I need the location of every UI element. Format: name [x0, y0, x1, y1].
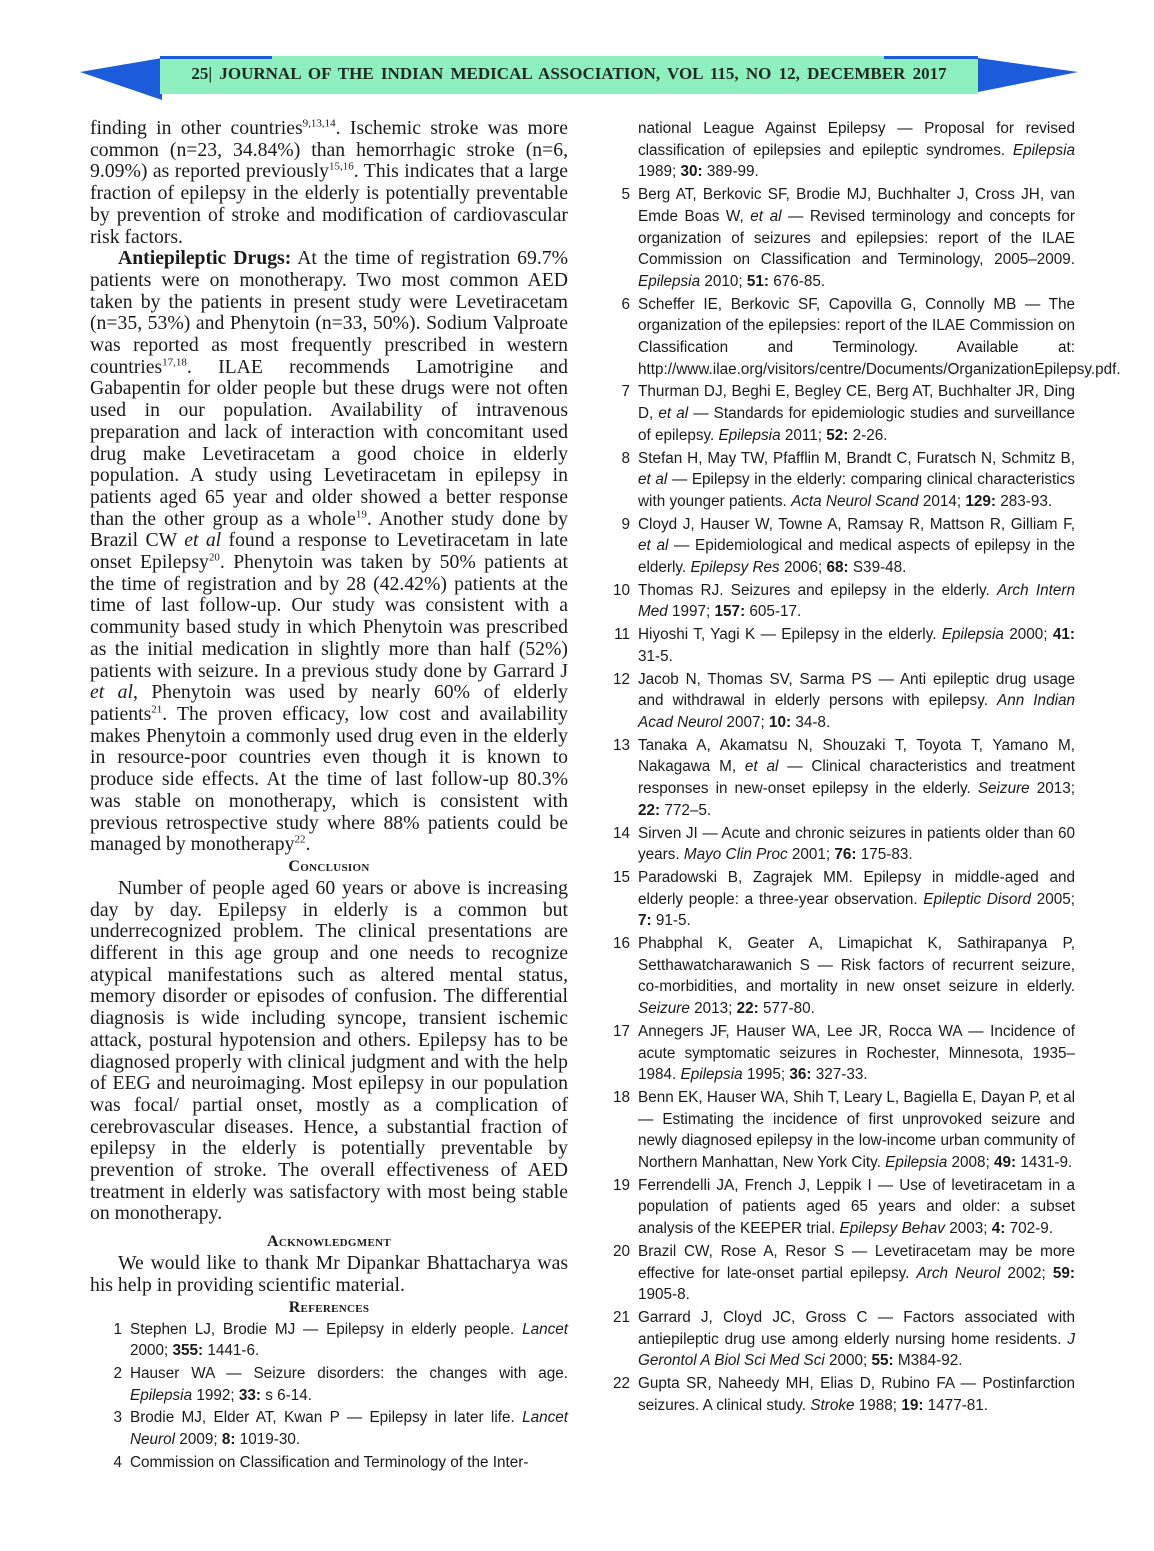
reference-text: Stefan H, May TW, Pfafflin M, Brandt C, Furatsch N, Schmitz B, et al — Epilepsy in the elderly: comparing clinical characteristics with younger patients. Acta Neurol Scand 2014; 129: 283-93. — [638, 449, 1075, 510]
acknowledgment-heading: Acknowledgment — [267, 1233, 391, 1251]
body-paragraph: Antiepileptic Drugs: At the time of registration 69.7% patients were on monotherapy. Two most common AED taken by the patients in present study were Levetiracetam (n=35, 53%) and Phenytoin (n=33, 50%). Sodium Valproate was reported as most frequently prescribed in western countries$^{17,18}$. ILAE recommends Lamotrigine and Gabapentin for older people but these drugs were not often used in our population. Availability of intravenous preparation and lack of interaction with concomitant used drug make Levetiracetam a good choice in elderly population. A study using Levetiracetam in epilepsy in patients aged 65 year and older showed a better response than the other group as a whole$^{19}$. Another study done by Brazil CW et al found a response to Levetiracetam in late onset Epilepsy$^{20}$. Phenytoin was taken by 50% patients at the time of registration and by 28 (42.42%) patients at the time of last follow-up. Our study was consistent with a community based study in which Phenytoin was prescribed as the initial medication in slightly more than half (52%) patients with seizure. In a previous study done by Garrard J et al, Phenytoin was used by nearly 60% of elderly patients$^{21}$. The proven efficacy, low cost and availability makes Phenytoin a commonly used drug even in the elderly in resource-poor countries even though it is known to produce side effects. At the time of last follow-up 80.3% was stable on monotherapy, which is consistent with previous retrospective study where 88% patients could be managed by monotherapy$^{22}$. — [90, 247, 569, 856]
reference-text: Tanaka A, Akamatsu N, Shouzaki T, Toyota T, Yamano M, Nakagawa M, et al — Clinical characteristics and treatment responses in new-onset epilepsy in the elderly. Seizure 2013; 22: 772–5. — [638, 736, 1076, 819]
reference-text: Hiyoshi T, Yagi K — Epilepsy in the elderly. Epilepsia 2000; 41: 31-5. — [638, 626, 1075, 665]
reference-number: 14 — [612, 824, 630, 842]
reference-item — [606, 1087, 1075, 1174]
left-arrow-icon — [80, 58, 162, 100]
reference-number: 13 — [612, 736, 630, 754]
left-column — [90, 118, 568, 1474]
reference-text: Stephen LJ, Brodie MJ — Epilepsy in elderly people. Lancet 2000; 355: 1441-6. — [130, 1320, 568, 1360]
reference-item — [606, 1175, 1075, 1240]
reference-item — [606, 1241, 1075, 1306]
reference-text: Gupta SR, Naheedy MH, Elias D, Rubino FA — Postinfarction seizures. A clinical study. Stroke 1988; 19: 1477-81. — [638, 1375, 1075, 1414]
reference-text: Hauser WA — Seizure disorders: the changes with age. Epilepsia 1992; 33: s 6-14. — [130, 1364, 568, 1404]
reference-number: 8 — [621, 449, 630, 467]
reference-text: Benn EK, Hauser WA, Shih T, Leary L, Bagiella E, Dayan P, et al — Estimating the incidence of first unprovoked seizure and newly diagnosed epilepsy in the low-income urban community of Northern Manhattan, New York City. Epilepsia 2008; 49: 1431-9. — [638, 1088, 1075, 1172]
reference-text: Garrard J, Cloyd JC, Gross C — Factors associated with antiepileptic drug use among elderly nursing home residents. J Gerontol A Biol Sci Med Sci 2000; 55: M384-92. — [638, 1308, 1075, 1370]
reference-number: 18 — [612, 1088, 630, 1106]
reference-item — [606, 580, 1075, 623]
reference-item — [606, 184, 1075, 293]
conclusion-paragraph: Number of people aged 60 years or above is increasing day by day. Epilepsy in elderly is a common but underrecognized problem. The clinical presentations are different in this age group and one needs to recognize atypical manifestations such as altered mental status, memory disorder or episodes of confusion. The differential diagnosis is wide including syncope, transient ischemic attack, postural hypotension and others. Epilepsy has to be diagnosed properly with clinical judgment and with the help of EEG and neuroimaging. Most epilepsy in our population was focal/ partial onset, mostly as a complication of cerebrovascular diseases. Hence, a substantial fraction of epilepsy in the elderly is potentially preventable by prevention of stroke. The overall effectiveness of AED treatment in elderly was satisfactory with most being stable on monotherapy. — [90, 876, 568, 1225]
reference-item — [606, 514, 1075, 579]
reference-list-right — [606, 184, 1121, 1416]
reference-item — [98, 1407, 568, 1450]
reference-item — [606, 1021, 1075, 1086]
journal-header-title: 25| JOURNAL OF THE INDIAN MEDICAL ASSOCIATION, VOL 115, NO 12, DECEMBER 2017 — [191, 64, 947, 83]
reference-text: Sirven JI — Acute and chronic seizures in patients older than 60 years. Mayo Clin Proc 2001; 76: 175-83. — [638, 824, 1075, 864]
reference-item — [98, 1452, 568, 1474]
reference-number: 16 — [612, 935, 630, 953]
reference-item — [606, 669, 1075, 734]
references-heading: References — [288, 1298, 370, 1316]
reference-number: 12 — [612, 670, 630, 688]
reference-number: 4 — [113, 1453, 122, 1471]
reference-text: Berg AT, Berkovic SF, Brodie MJ, Buchhalter J, Cross JH, van Emde Boas W, et al — Revised terminology and concepts for organization of seizures and epilepsies: report of the ILAE Commission on Classification and Terminology, 2005–2009. Epilepsia 2010; 51: 676-85. — [638, 186, 1075, 290]
reference-text: Cloyd J, Hauser W, Towne A, Ramsay R, Mattson R, Gilliam F, et al — Epidemiological and medical aspects of epilepsy in the elderly. Epilepsy Res 2006; 68: S39-48. — [638, 515, 1075, 577]
reference-number: 3 — [113, 1409, 122, 1427]
reference-text: Thomas RJ. Seizures and epilepsy in the elderly. Arch Intern Med 1997; 157: 605-17. — [638, 581, 1075, 621]
reference-text: Jacob N, Thomas SV, Sarma PS — Anti epileptic drug usage and withdrawal in elderly persons with epilepsy. Ann Indian Acad Neurol 2007; 10: 34-8. — [638, 670, 1075, 731]
reference-item — [98, 1319, 568, 1362]
reference-item — [606, 624, 1075, 667]
reference-item — [606, 1373, 1075, 1416]
reference-text: Ferrendelli JA, French J, Leppik I — Use of levetiracetam in a population of patients aged 65 years and older: a subset analysis of the KEEPER trial. Epilepsy Behav 2003; 4: 702-9. — [638, 1176, 1075, 1238]
reference-number: 20 — [612, 1242, 630, 1260]
reference-text: Paradowski B, Zagrajek MM. Epilepsy in middle-aged and elderly people: a three-year observation. Epileptic Disord 2005; 7: 91-5. — [638, 868, 1075, 930]
reference-text: Thurman DJ, Beghi E, Begley CE, Berg AT, Buchhalter JR, Ding D, et al — Standards for epidemiologic studies and surveillance of epilepsy. Epilepsia 2011; 52: 2-26. — [638, 383, 1075, 444]
reference-number: 1 — [113, 1320, 122, 1338]
reference-item — [606, 823, 1075, 866]
reference-text: Commission on Classification and Terminology of the Inter- — [130, 1453, 529, 1471]
right-arrow-icon — [978, 58, 1078, 92]
reference-text: Brazil CW, Rose A, Resor S — Levetiracetam may be more effective for late-onset partial epilepsy. Arch Neurol 2002; 59: 1905-8. — [638, 1242, 1076, 1304]
reference-number: 15 — [612, 868, 630, 886]
reference-number: 5 — [621, 186, 630, 204]
body-paragraph: finding in other countries$^{9,13,14}$. Ischemic stroke was more common (n=23, 34.84%) than hemorrhagic stroke (n=6, 9.09%) as reported previously$^{15,16}$. This indicates that a large fraction of epilepsy in the elderly is potentially preventable by prevention of stroke and modification of cardiovascular risk factors. — [90, 117, 569, 248]
acknowledgment-paragraph: We would like to thank Mr Dipankar Bhattacharya was his help in providing scientific material. — [90, 1252, 568, 1296]
reference-number: 21 — [612, 1308, 630, 1326]
reference-list-left — [98, 1319, 568, 1474]
reference-item — [606, 735, 1075, 822]
conclusion-heading: Conclusion — [288, 857, 370, 875]
reference-item — [606, 867, 1075, 932]
reference-number: 10 — [612, 581, 630, 599]
reference-number: 11 — [614, 626, 630, 644]
reference-number: 6 — [621, 295, 630, 313]
reference-number: 22 — [612, 1375, 630, 1393]
reference-number: 17 — [612, 1022, 630, 1040]
reference-item — [606, 294, 1121, 381]
body-paragraphs — [90, 118, 568, 856]
reference-number: 19 — [612, 1176, 630, 1194]
reference-number: 7 — [621, 383, 630, 401]
reference-text: Phabphal K, Geater A, Limapichat K, Sathirapanya P, Setthawatcharawanich S — Risk factors of recurrent seizure, co-morbidities, and mortality in new onset seizure in elderly. Seizure 2013; 22: 577-80. — [638, 935, 1075, 1018]
reference-text: Brodie MJ, Elder AT, Kwan P — Epilepsy in later life. Lancet Neurol 2009; 8: 1019-30. — [130, 1409, 568, 1449]
reference-item — [98, 1363, 568, 1406]
reference-text: Scheffer IE, Berkovic SF, Capovilla G, Connolly MB — The organization of the epilepsies: report of the ILAE Commission on Classification and Terminology. Available at: http://www.ilae.org/visitors/centre/Documents/OrganizationEpilepsy.pdf. — [638, 295, 1121, 378]
reference-number: 9 — [621, 515, 630, 533]
reference-number: 2 — [113, 1364, 122, 1382]
right-column — [606, 118, 1121, 1417]
reference-item — [606, 448, 1075, 513]
reference-text: Annegers JF, Hauser WA, Lee JR, Rocca WA — Incidence of acute symptomatic seizures in Rochester, Minnesota, 1935–1984. Epilepsia 1995; 36: 327-33. — [638, 1022, 1075, 1084]
reference-item — [606, 1307, 1075, 1372]
reference-item-4-continued: national League Against Epilepsy — Proposal for revised classification of epilepsies and epileptic syndromes. Epilepsia 1989; 30: 389-99. — [638, 120, 1075, 181]
reference-item — [606, 381, 1075, 446]
reference-item — [606, 933, 1075, 1020]
